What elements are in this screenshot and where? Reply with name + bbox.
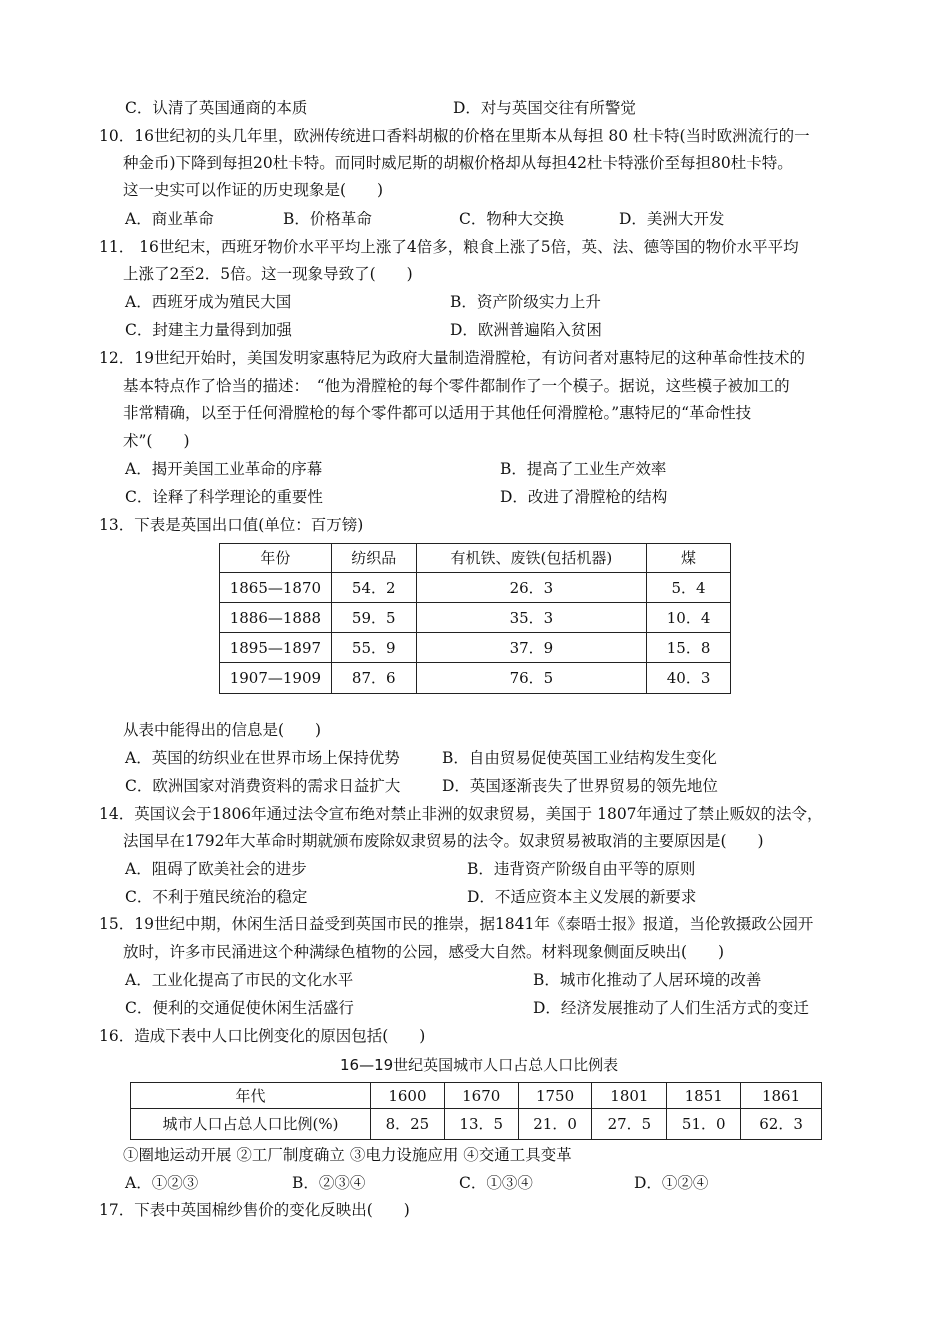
q11-option-a: A．西班牙成为殖民大国 bbox=[125, 293, 292, 311]
q15-option-b: B．城市化推动了人居环境的改善 bbox=[533, 971, 762, 989]
table-cell: 1895—1897 bbox=[220, 633, 332, 663]
table-caption: 16—19世纪英国城市人口占总人口比例表 bbox=[340, 1056, 619, 1074]
q14-option-c: C．不利于殖民统治的稳定 bbox=[125, 888, 308, 906]
q16-option-b: B．②③④ bbox=[292, 1174, 366, 1192]
table-header-cell: 1600 bbox=[371, 1083, 445, 1109]
q9-option-c: C．认清了英国通商的本质 bbox=[125, 99, 308, 117]
q13-question: 从表中能得出的信息是( ) bbox=[123, 721, 322, 739]
table-header-cell: 1861 bbox=[741, 1083, 822, 1109]
table-cell: 62．3 bbox=[741, 1109, 822, 1140]
q11-stem-line1: 11． 16世纪末，西班牙物价水平平均上涨了4倍多，粮食上涨了5倍，英、法、德等国的物价水平平均 bbox=[99, 238, 799, 256]
q12-option-c: C．诠释了科学理论的重要性 bbox=[125, 488, 323, 506]
table-cell: 55．9 bbox=[331, 633, 416, 663]
table-header-cell: 年代 bbox=[131, 1083, 371, 1109]
q11-option-b: B．资产阶级实力上升 bbox=[450, 293, 601, 311]
q16-factors: ①圈地运动开展 ②工厂制度确立 ③电力设施应用 ④交通工具变革 bbox=[123, 1146, 572, 1164]
q17-stem-line1: 17．下表中英国棉纱售价的变化反映出( ) bbox=[99, 1201, 410, 1219]
table-cell: 76．5 bbox=[416, 663, 646, 694]
q16-option-a: A．①②③ bbox=[125, 1174, 199, 1192]
q10-stem-line3: 这一史实可以作证的历史现象是( ) bbox=[123, 181, 384, 199]
q12-stem-line1: 12．19世纪开始时，美国发明家惠特尼为政府大量制造滑膛枪，有访问者对惠特尼的这种革命性技术的 bbox=[99, 349, 805, 367]
q10-option-b: B．价格革命 bbox=[283, 210, 372, 228]
q10-option-c: C．物种大交换 bbox=[459, 210, 564, 228]
q12-stem-line4: 术”( ) bbox=[123, 432, 190, 450]
q13-option-a: A．英国的纺织业在世界市场上保持优势 bbox=[125, 749, 400, 767]
table-cell: 21．0 bbox=[518, 1109, 592, 1140]
q12-option-b: B．提高了工业生产效率 bbox=[500, 460, 667, 478]
table-row bbox=[131, 1109, 822, 1140]
q15-option-d: D．经济发展推动了人们生活方式的变迁 bbox=[533, 999, 809, 1017]
table-header-cell: 有机铁、废铁(包括机器) bbox=[416, 544, 646, 573]
q10-stem-line2: 种金币)下降到每担20杜卡特。而同时威尼斯的胡椒价格却从每担42杜卡特涨价至每担80杜卡特。 bbox=[123, 154, 793, 172]
table-cell: 54．2 bbox=[331, 573, 416, 603]
q14-stem-line2: 法国早在1792年大革命时期就颁布废除奴隶贸易的法令。奴隶贸易被取消的主要原因是( ) bbox=[123, 832, 764, 850]
table-header-cell: 煤 bbox=[647, 544, 731, 573]
table-header-cell: 1750 bbox=[518, 1083, 592, 1109]
table-cell: 27．5 bbox=[592, 1109, 667, 1140]
q15-option-c: C．便利的交通促使休闲生活盛行 bbox=[125, 999, 354, 1017]
table-cell: 37．9 bbox=[416, 633, 646, 663]
q16-option-d: D．①②④ bbox=[634, 1174, 709, 1192]
table-header-cell: 1851 bbox=[667, 1083, 741, 1109]
q10-option-d: D．美洲大开发 bbox=[619, 210, 725, 228]
q12-stem-line2: 基本特点作了恰当的描述： “他为滑膛枪的每个零件都制作了一个模子。据说，这些模子被加工的 bbox=[123, 377, 790, 395]
table-cell: 10．4 bbox=[647, 603, 731, 633]
table-cell: 城市人口占总人口比例(%) bbox=[131, 1109, 371, 1140]
table-cell: 35．3 bbox=[416, 603, 646, 633]
q10-stem-line1: 10．16世纪初的头几年里，欧洲传统进口香料胡椒的价格在里斯本从每担 80 杜卡特(当时欧洲流行的一 bbox=[99, 127, 810, 145]
table-cell: 59．5 bbox=[331, 603, 416, 633]
table-cell: 87．6 bbox=[331, 663, 416, 694]
q15-stem-line2: 放时，许多市民涌进这个种满绿色植物的公园，感受大自然。材料现象侧面反映出( ) bbox=[123, 943, 725, 961]
q11-option-d: D．欧洲普遍陷入贫困 bbox=[450, 321, 602, 339]
table-cell: 40．3 bbox=[647, 663, 731, 694]
table-cell: 26．3 bbox=[416, 573, 646, 603]
table-cell: 5．4 bbox=[647, 573, 731, 603]
table-row bbox=[220, 663, 731, 694]
table-cell: 51．0 bbox=[667, 1109, 741, 1140]
table-header-cell: 纺织品 bbox=[331, 544, 416, 573]
q15-option-a: A．工业化提高了市民的文化水平 bbox=[125, 971, 354, 989]
q11-stem-line2: 上涨了2至2．5倍。这一现象导致了( ) bbox=[123, 265, 413, 283]
table-row bbox=[220, 573, 731, 603]
q14-stem-line1: 14．英国议会于1806年通过法令宣布绝对禁止非洲的奴隶贸易，美国于 1807年通过了禁止贩奴的法令， bbox=[99, 805, 823, 823]
q13-option-d: D．英国逐渐丧失了世界贸易的领先地位 bbox=[442, 777, 718, 795]
table-header-cell: 1801 bbox=[592, 1083, 667, 1109]
table-cell: 1865—1870 bbox=[220, 573, 332, 603]
q14-option-b: B．违背资产阶级自由平等的原则 bbox=[467, 860, 696, 878]
table-row bbox=[220, 603, 731, 633]
table-cell: 13．5 bbox=[444, 1109, 518, 1140]
q12-option-d: D．改进了滑膛枪的结构 bbox=[500, 488, 668, 506]
q12-stem-line3: 非常精确，以至于任何滑膛枪的每个零件都可以适用于其他任何滑膛枪。”惠特尼的“革命性技 bbox=[123, 404, 752, 422]
q11-option-c: C．封建主力量得到加强 bbox=[125, 321, 292, 339]
urban-population-table bbox=[130, 1082, 822, 1140]
export-value-table bbox=[219, 543, 731, 694]
q13-option-b: B．自由贸易促使英国工业结构发生变化 bbox=[442, 749, 717, 767]
q14-option-d: D．不适应资本主义发展的新要求 bbox=[467, 888, 697, 906]
table-header-cell: 1670 bbox=[444, 1083, 518, 1109]
q9-option-d: D．对与英国交往有所警觉 bbox=[453, 99, 636, 117]
table-row bbox=[220, 633, 731, 663]
q13-option-c: C．欧洲国家对消费资料的需求日益扩大 bbox=[125, 777, 401, 795]
q16-stem-line1: 16．造成下表中人口比例变化的原因包括( ) bbox=[99, 1027, 426, 1045]
table-cell: 15．8 bbox=[647, 633, 731, 663]
q16-option-c: C．①③④ bbox=[459, 1174, 533, 1192]
table-header-cell: 年份 bbox=[220, 544, 332, 573]
q12-option-a: A．揭开美国工业革命的序幕 bbox=[125, 460, 323, 478]
table-cell: 8．25 bbox=[371, 1109, 445, 1140]
q15-stem-line1: 15．19世纪中期，休闲生活日益受到英国市民的推崇，据1841年《泰晤士报》报道，当伦敦摄政公园开 bbox=[99, 915, 814, 933]
table-cell: 1886—1888 bbox=[220, 603, 332, 633]
table-cell: 1907—1909 bbox=[220, 663, 332, 694]
q13-stem-line1: 13．下表是英国出口值(单位：百万镑) bbox=[99, 516, 364, 534]
q10-option-a: A．商业革命 bbox=[125, 210, 214, 228]
q14-option-a: A．阻碍了欧美社会的进步 bbox=[125, 860, 307, 878]
